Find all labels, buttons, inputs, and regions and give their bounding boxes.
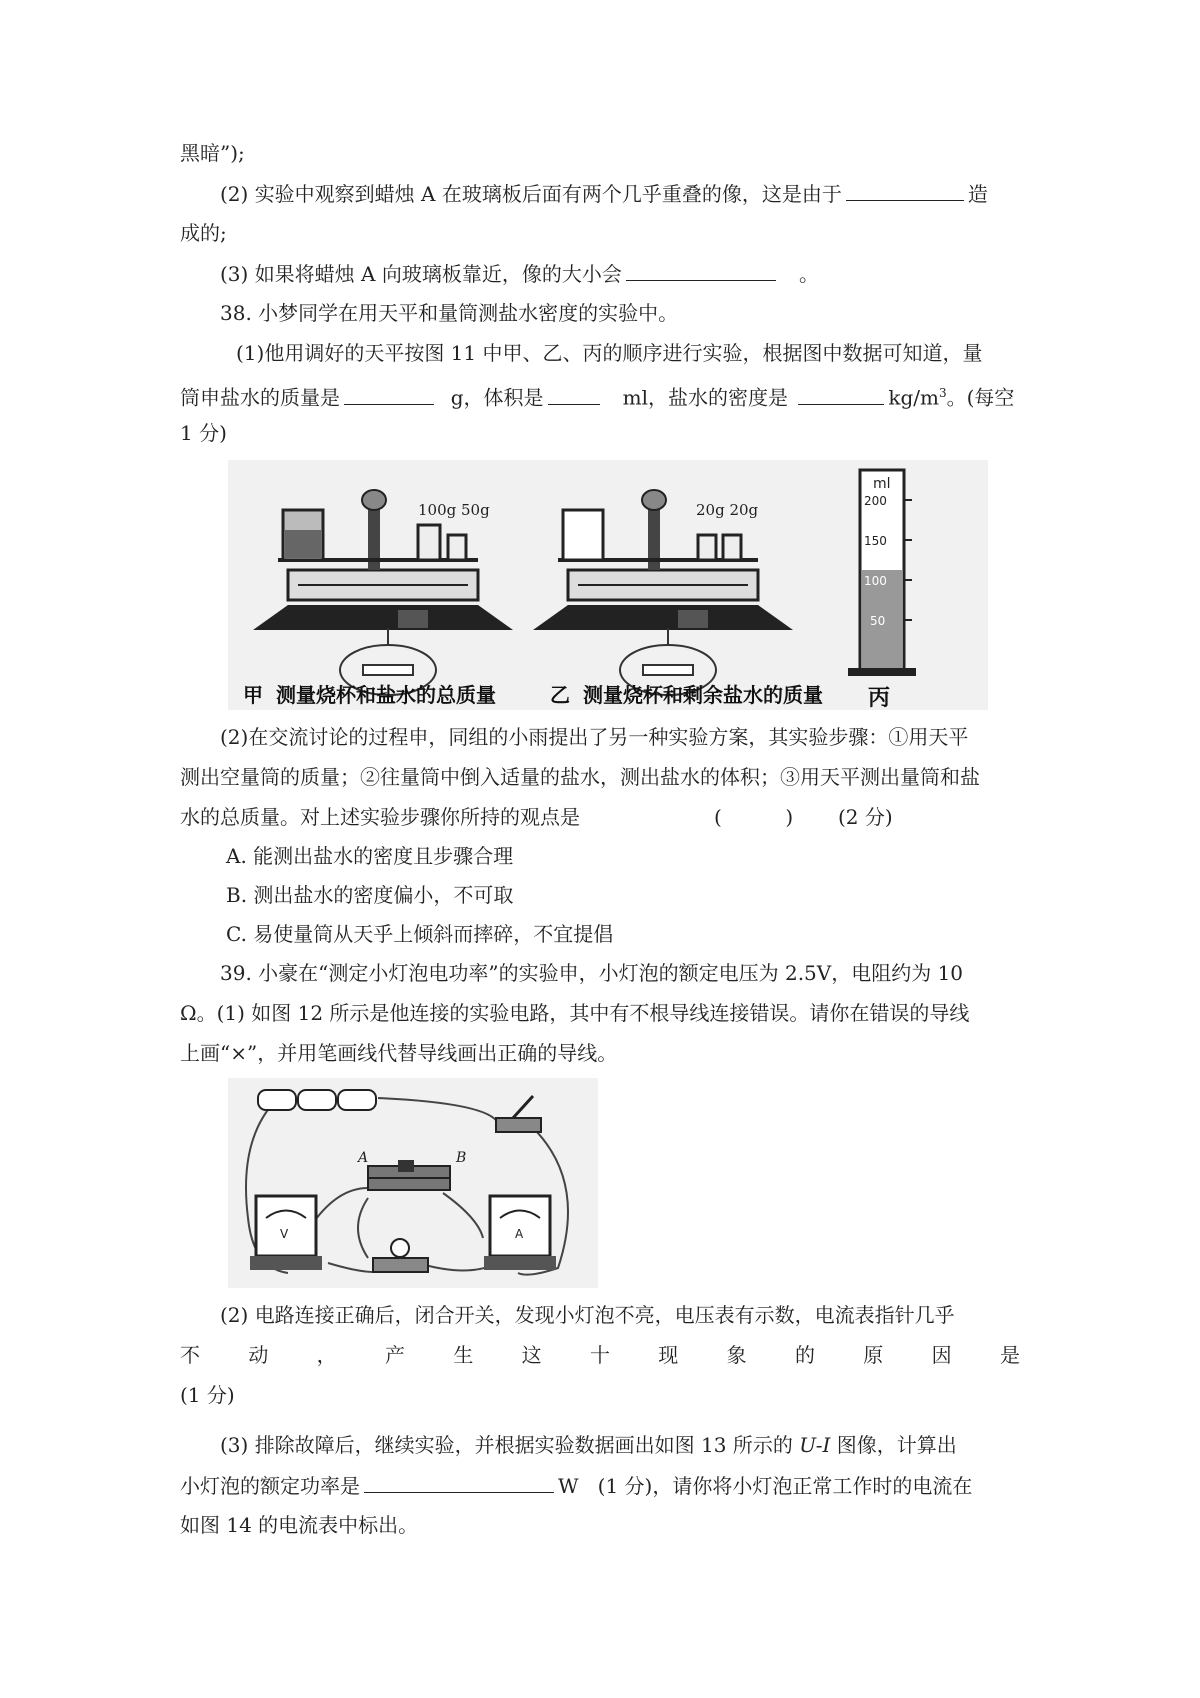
q38-1-text: (1)他用调好的天平按图 11 中甲、乙、丙的顺序进行实验，根据图中数据可知道，量 (236, 341, 983, 365)
question-39-2 (220, 1300, 955, 1330)
spaced-char: 原 (863, 1343, 884, 1367)
caption-yi: 测量烧杯和剩余盐水的质量 (583, 683, 823, 707)
option-b[interactable] (226, 880, 513, 910)
label-a: A (358, 1150, 369, 1166)
spaced-char: 动 (248, 1343, 269, 1367)
ui-symbol: U-I (799, 1433, 831, 1457)
lamp-icon (373, 1239, 428, 1272)
option-c-text: C. 易使量筒从天乎上倾斜而摔碎，不宜提倡 (226, 922, 614, 946)
caption-jia-mark: 甲 (243, 683, 263, 707)
question-39-3 (220, 1430, 957, 1460)
figure-12 (228, 1078, 598, 1288)
spaced-char: 产 (384, 1343, 405, 1367)
q39-text-c: 上画“×”，并用笔画线代替导线画出正确的导线。 (180, 1041, 618, 1065)
spaced-char: 的 (794, 1343, 815, 1367)
q38-1-volume-label: g，体积是 (450, 385, 544, 410)
text-line (180, 1380, 235, 1410)
q37-2-tail: 成的; (180, 221, 227, 245)
balance-yi (533, 490, 793, 695)
power-blank[interactable] (364, 1470, 554, 1493)
q38-title: 38. 小梦同学在用天平和量筒测盐水密度的实验中。 (220, 301, 679, 325)
cylinder-tick: 100 (864, 574, 887, 588)
spaced-char: 现 (658, 1343, 679, 1367)
text-line (180, 1510, 418, 1540)
q38-2-score: (2 分) (838, 805, 893, 829)
question-39-3-blank (180, 1470, 972, 1501)
power-label: 小灯泡的额定功率是 (180, 1474, 360, 1498)
cylinder-unit: ml (873, 476, 891, 492)
question-39 (220, 958, 963, 988)
label-b: B (456, 1150, 467, 1166)
question-38-1-blanks (180, 378, 1014, 413)
spaced-text-line (180, 1340, 1020, 1370)
q37-2-text: (2) 实验中观察到蜡烛 A 在玻璃板后面有两个几乎重叠的像，这是由于 (220, 182, 842, 206)
q38-1-score-tail: 1 分) (180, 421, 227, 445)
weights-yi-label: 20g 20g (696, 501, 759, 519)
caption-bing: 丙 (868, 686, 891, 710)
weights-jia-label: 100g 50g (418, 501, 490, 519)
q39-3-text-c: (1 分)，请你将小灯泡正常工作时的电流在 (597, 1474, 973, 1498)
spaced-char: 这 (521, 1343, 542, 1367)
voltmeter-label: V (280, 1227, 289, 1241)
text-line (180, 418, 227, 448)
option-a[interactable] (226, 841, 513, 871)
question-38-1 (236, 338, 983, 368)
switch-icon (496, 1096, 541, 1132)
q39-text-b: Ω。(1) 如图 12 所示是他连接的实验电路，其中有不根导线连接错误。请你在错误的导线 (180, 1001, 970, 1025)
battery-pack (258, 1090, 376, 1110)
answer-blank[interactable] (626, 258, 776, 281)
cylinder-tick: 200 (864, 494, 887, 508)
spaced-char: 象 (726, 1343, 747, 1367)
spaced-char: 因 (931, 1343, 952, 1367)
text-line (180, 218, 227, 248)
text-line (180, 762, 980, 792)
figure-11 (228, 460, 988, 710)
q38-2-text-b: 测出空量筒的质量；②往量筒中倒入适量的盐水，测出盐水的体积；③用天平测出量筒和盐 (180, 765, 980, 789)
mass-blank[interactable] (344, 382, 434, 405)
q37-3-suffix: 。 (798, 262, 819, 286)
option-b-text: B. 测出盐水的密度偏小，不可取 (226, 883, 514, 907)
option-a-text: A. 能测出盐水的密度且步骤合理 (226, 844, 514, 868)
q37-3-text: (3) 如果将蜡烛 A 向玻璃板靠近，像的大小会 (220, 262, 622, 286)
q38-2-text: (2)在交流讨论的过程申，同组的小雨提出了另一种实验方案，其实验步骤：①用天平 (220, 725, 969, 749)
density-unit-exp: 3 (938, 386, 947, 400)
density-blank[interactable] (798, 382, 884, 405)
q39-text-a: 39. 小豪在“测定小灯泡电功率”的实验申，小灯泡的额定电压为 2.5V，电阻约为 10 (220, 961, 964, 985)
question-38-title (220, 298, 678, 328)
volume-blank[interactable] (548, 382, 600, 405)
text-line (180, 1038, 617, 1068)
power-unit: W (558, 1474, 579, 1498)
text-line (180, 138, 245, 168)
text-line (180, 998, 969, 1028)
caption-jia: 测量烧杯和盐水的总质量 (276, 683, 496, 707)
spaced-char: 不 (180, 1343, 200, 1367)
answer-bracket[interactable] (714, 802, 793, 832)
question-38-2 (220, 722, 968, 752)
q38-1-mass-label: 筒申盐水的质量是 (180, 385, 340, 410)
density-unit: kg/m (888, 385, 939, 410)
q39-3-text-b: 图像，计算出 (836, 1433, 957, 1457)
cylinder-tick: 50 (870, 614, 886, 628)
q38-1-score: 。(每空 (946, 385, 1015, 410)
q37-2-suffix: 造 (967, 182, 988, 206)
score-label (838, 802, 893, 832)
ammeter-label: A (515, 1227, 524, 1241)
spaced-char: 生 (453, 1343, 474, 1367)
cylinder-tick: 150 (864, 534, 887, 548)
answer-blank[interactable] (846, 178, 964, 201)
question-37-2 (220, 178, 988, 209)
answer-bracket-text: ( ) (714, 805, 794, 829)
text-line (180, 802, 580, 832)
q37-1-tail: 黑暗”); (180, 141, 245, 165)
balance-jia (253, 490, 513, 695)
rheostat-icon (368, 1160, 450, 1190)
q38-2-text-c: 水的总质量。对上述实验步骤你所持的观点是 (180, 805, 580, 829)
q39-2-text: (2) 电路连接正确后，闭合开关，发现小灯泡不亮，电压表有示数，电流表指针几乎 (220, 1303, 955, 1327)
spaced-char: 十 (589, 1343, 610, 1367)
q39-3-text-d: 如图 14 的电流表中标出。 (180, 1513, 419, 1537)
q39-3-text: (3) 排除故障后，继续实验，并根据实验数据画出如图 13 所示的 (220, 1433, 793, 1457)
question-37-3 (220, 258, 819, 289)
q39-2-score: (1 分) (180, 1383, 235, 1407)
q38-1-density-label: ml，盐水的密度是 (622, 385, 788, 410)
spaced-char: ， (316, 1343, 337, 1367)
caption-yi-mark: 乙 (550, 683, 570, 707)
spaced-char: 是 (999, 1343, 1020, 1367)
option-c[interactable] (226, 919, 613, 949)
